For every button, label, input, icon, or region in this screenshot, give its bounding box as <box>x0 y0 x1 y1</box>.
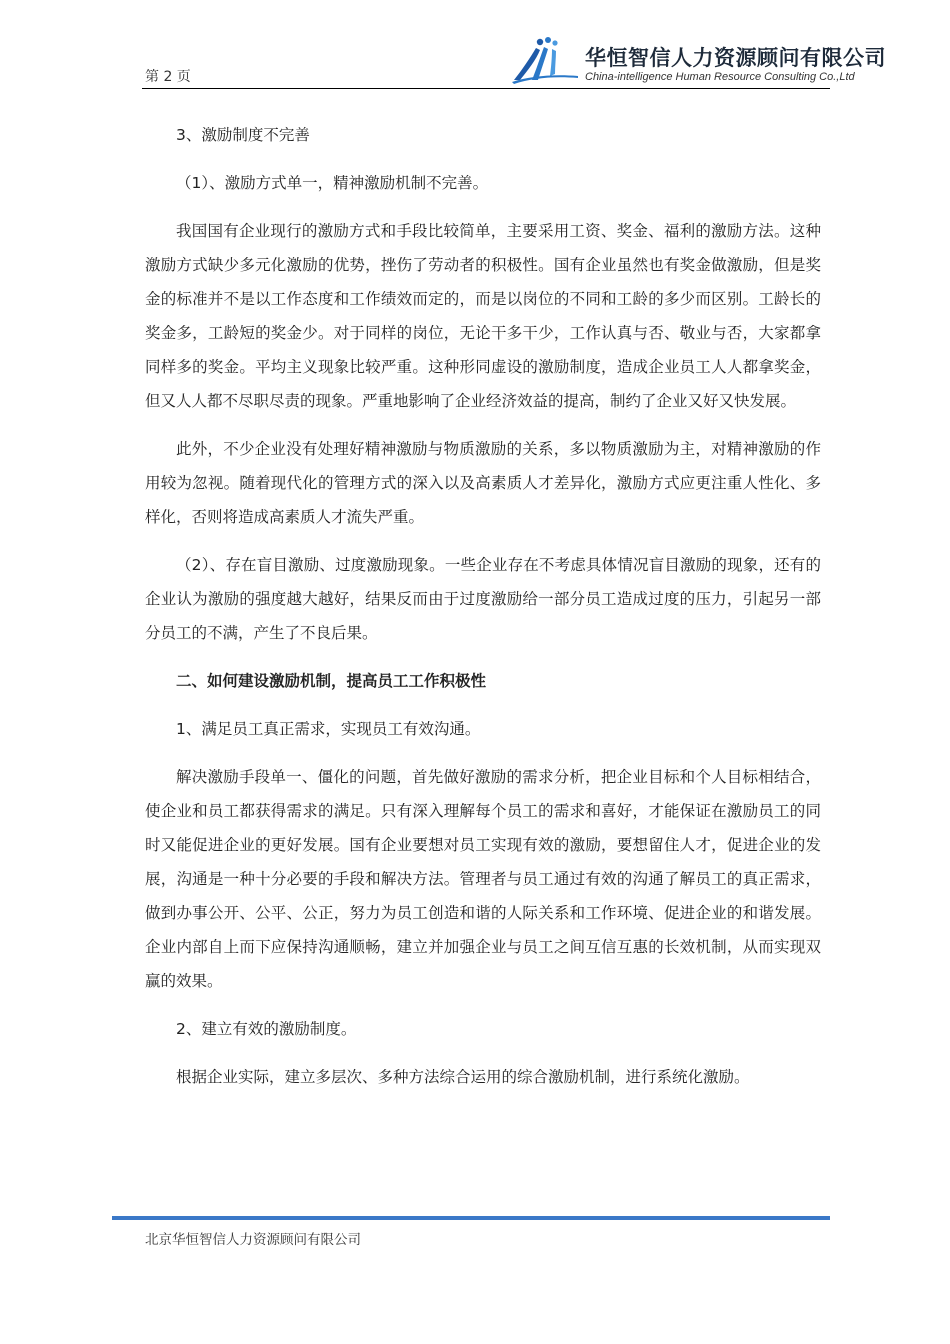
logo-icon <box>510 34 582 86</box>
body-paragraph: 我国国有企业现行的激励方式和手段比较简单，主要采用工资、奖金、福利的激励方法。这种激励方式缺少多元化激励的优势，挫伤了劳动者的积极性。国有企业虽然也有奖金做激励，但是奖金的标准并不是以工作态度和工作绩效而定的，而是以岗位的不同和工龄的多少而区别。工龄长的奖金多，工龄短的奖金少。对于同样的岗位，无论干多干少，工作认真与否、敬业与否，大家都拿同样多的奖金。平均主义现象比较严重。这种形同虚设的激励制度，造成企业员工人人都拿奖金，但又人人都不尽职尽责的现象。严重地影响了企业经济效益的提高，制约了企业又好又快发展。 <box>145 222 821 410</box>
footer-company: 北京华恒智信人力资源顾问有限公司 <box>145 1232 361 1248</box>
page-number: 第 2 页 <box>145 69 191 85</box>
subsection-heading: 2、建立有效的激励制度。 <box>176 1020 357 1038</box>
body-paragraph: （2）、存在盲目激励、过度激励现象。一些企业存在不考虑具体情况盲目激励的现象，还有的企业认为激励的强度越大越好，结果反而由于过度激励给一部分员工造成过度的压力，引起另一部分员工的不满，产生了不良后果。 <box>145 556 821 642</box>
company-name-en: China-intelligence Human Resource Consulting Co.,Ltd <box>585 71 855 83</box>
body-paragraph: 根据企业实际，建立多层次、多种方法综合运用的综合激励机制，进行系统化激励。 <box>176 1068 750 1086</box>
document-body <box>145 118 821 1108</box>
company-logo <box>510 34 886 90</box>
subsection-heading: （1）、激励方式单一，精神激励机制不完善。 <box>176 174 489 192</box>
footer-divider <box>112 1216 830 1220</box>
chapter-heading: 二、如何建设激励机制，提高员工工作积极性 <box>176 672 487 690</box>
body-paragraph: 解决激励手段单一、僵化的问题，首先做好激励的需求分析，把企业目标和个人目标相结合，使企业和员工都获得需求的满足。只有深入理解每个员工的需求和喜好，才能保证在激励员工的同时又能促进企业的更好发展。国有企业要想对员工实现有效的激励，要想留住人才，促进企业的发展，沟通是一种十分必要的手段和解决方法。管理者与员工通过有效的沟通了解员工的真正需求，做到办事公开、公平、公正，努力为员工创造和谐的人际关系和工作环境、促进企业的和谐发展。企业内部自上而下应保持沟通顺畅，建立并加强企业与员工之间互信互惠的长效机制，从而实现双赢的效果。 <box>145 768 821 990</box>
header-divider <box>142 88 830 89</box>
body-paragraph: 此外，不少企业没有处理好精神激励与物质激励的关系，多以物质激励为主，对精神激励的作用较为忽视。随着现代化的管理方式的深入以及高素质人才差异化，激励方式应更注重人性化、多样化，否则将造成高素质人才流失严重。 <box>145 440 821 526</box>
subsection-heading: 1、满足员工真正需求，实现员工有效沟通。 <box>176 720 481 738</box>
company-name-cn: 华恒智信人力资源顾问有限公司 <box>585 46 886 70</box>
section-heading: 3、激励制度不完善 <box>176 126 310 144</box>
